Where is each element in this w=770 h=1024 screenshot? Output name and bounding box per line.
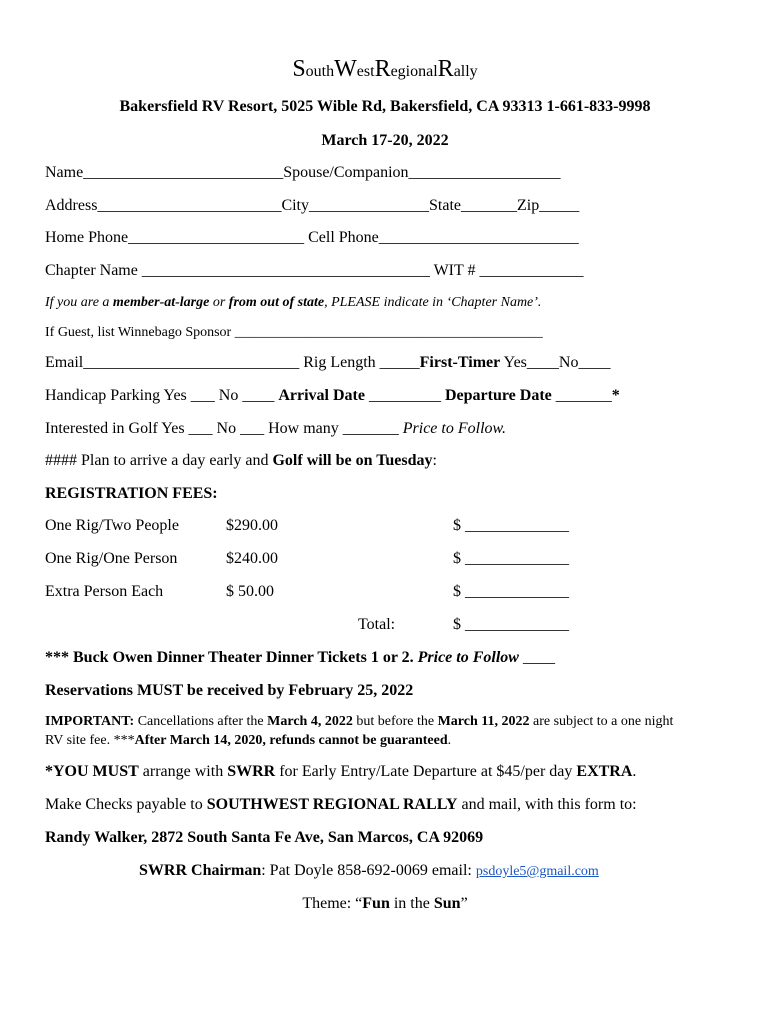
fees-heading: REGISTRATION FEES: [45,485,218,502]
fee-blank[interactable]: $ _____________ [453,517,569,534]
total-blank[interactable]: $ _____________ [453,616,569,633]
fee-blank[interactable]: $ _____________ [453,550,569,567]
important-note-line-1: IMPORTANT: Cancellations after the March 4, 2022 but before the March 11, 2022 are subject to a one night [45,714,674,729]
fee-label: One Rig/Two People [45,517,179,534]
fee-label: Extra Person Each [45,583,164,600]
golf-note: #### Plan to arrive a day early and Golf will be on Tuesday: [45,452,437,469]
guest-sponsor-row[interactable]: If Guest, list Winnebago Sponsor ____________________________________________ [45,325,543,340]
important-note-line-2: RV site fee. ***After March 14, 2020, refunds cannot be guaranteed. [45,733,452,748]
fee-blank[interactable]: $ _____________ [453,583,569,600]
event-dates: March 17-20, 2022 [321,132,449,149]
chairman-line: SWRR Chairman: Pat Doyle 858-692-0069 email: psdoyle5@gmail.com [139,862,599,879]
fee-label: One Rig/One Person [45,550,178,567]
theme-line: Theme: “Fun in the Sun” [302,895,468,912]
name-spouse-row[interactable]: Name_________________________Spouse/Companion___________________ [45,164,561,181]
golf-row[interactable]: Interested in Golf Yes ___ No ___ How many _______ Price to Follow. [45,420,506,437]
total-label: Total: [358,616,396,633]
address-row[interactable]: Address_______________________City_______________State_______Zip_____ [45,197,580,214]
dinner-tickets-row[interactable]: *** Buck Owen Dinner Theater Dinner Tickets 1 or 2. Price to Follow ____ [45,649,555,666]
fee-amount: $290.00 [226,517,278,534]
mailing-address: Randy Walker, 2872 South Santa Fe Ave, San Marcos, CA 92069 [45,829,484,846]
chairman-email-link[interactable]: psdoyle5@gmail.com [475,864,599,879]
member-note: If you are a member-at-large or from out of state, PLEASE indicate in ‘Chapter Name’. [45,295,542,310]
email-rig-row[interactable]: Email___________________________ Rig Length _____First-Timer Yes____No____ [45,354,611,371]
phone-row[interactable]: Home Phone______________________ Cell Phone_________________________ [45,229,579,246]
checks-payable-note: Make Checks payable to SOUTHWEST REGIONAL RALLY and mail, with this form to: [45,796,637,813]
reservations-deadline: Reservations MUST be received by February 25, 2022 [45,682,414,699]
page-title: SouthWestRegionalRally [292,56,478,82]
parking-dates-row[interactable]: Handicap Parking Yes ___ No ____ Arrival Date _________ Departure Date _______* [45,387,620,404]
venue-line: Bakersfield RV Resort, 5025 Wible Rd, Bakersfield, CA 93313 1-661-833-9998 [119,98,651,115]
fee-amount: $240.00 [226,550,278,567]
chapter-row[interactable]: Chapter Name ____________________________________ WIT # _____________ [45,262,584,279]
fee-amount: $ 50.00 [226,583,274,600]
early-entry-note: *YOU MUST arrange with SWRR for Early Entry/Late Departure at $45/per day EXTRA. [45,763,637,780]
